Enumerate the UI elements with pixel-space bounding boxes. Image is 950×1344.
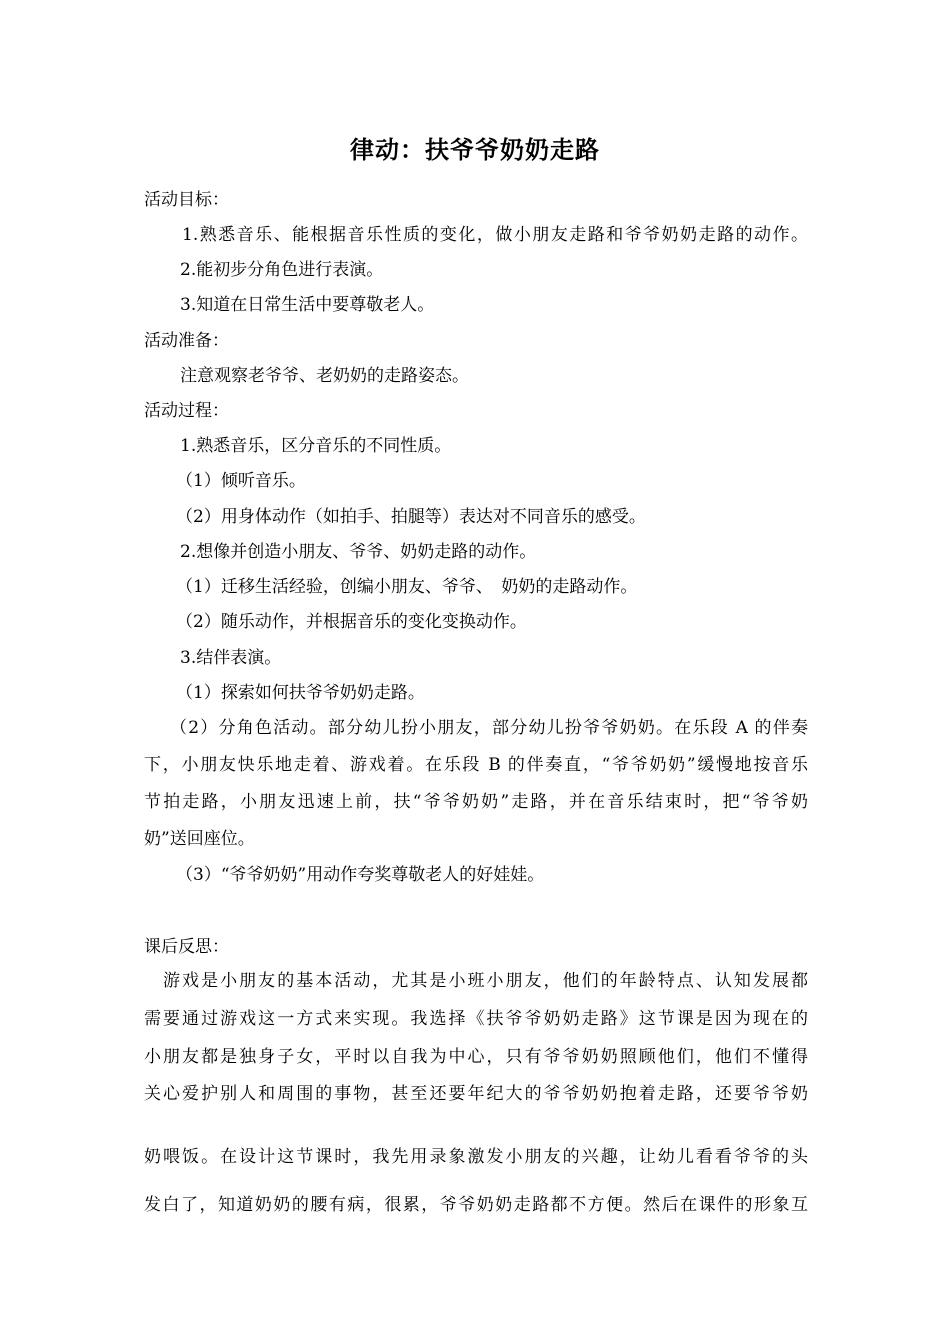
prep-text: 注意观察老爷爷、老奶奶的走路姿态。 (180, 366, 469, 386)
process-step: （1）探索如何扶爷爷奶奶走路。 (176, 683, 425, 703)
reflection-line: 奶喂饭。在设计这节课时，我先用录象激发小朋友的兴趣，让幼儿看看爷爷的头 (144, 1147, 808, 1167)
role-play-line: 奶”送回座位。 (144, 829, 255, 849)
process-step: （1）迁移生活经验，创编小朋友、爷爷、 奶奶的走路动作。 (176, 577, 638, 597)
role-play-line: 节拍走路，小朋友迅速上前，扶“爷爷奶奶”走路，并在音乐结束时，把“爷爷奶 (144, 792, 808, 812)
role-play-line: 下，小朋友快乐地走着、游戏着。在乐段 B 的伴奏直，“爷爷奶奶”缓慢地按音乐 (144, 755, 808, 775)
process-step: 3.结伴表演。 (180, 648, 282, 668)
reflection-line: 小朋友都是独身子女，平时以自我为中心，只有爷爷奶奶照顾他们，他们不懂得 (144, 1047, 808, 1067)
process-step: 1.熟悉音乐，区分音乐的不同性质。 (180, 436, 452, 456)
reflection-line: 需要通过游戏这一方式来实现。我选择《扶爷爷奶奶走路》这节课是因为现在的 (144, 1009, 808, 1029)
goal-item: 1.熟悉音乐、能根据音乐性质的变化，做小朋友走路和爷爷奶奶走路的动作。 (182, 225, 808, 245)
process-step: （2）随乐动作，并根据音乐的变化变换动作。 (176, 612, 527, 632)
document-title: 律动：扶爷爷奶奶走路 (350, 136, 600, 164)
goal-item: 3.知道在日常生活中要尊敬老人。 (180, 295, 435, 315)
prep-heading: 活动准备： (144, 331, 229, 351)
role-play-line: （2）分角色活动。部分幼儿扮小朋友，部分幼儿扮爷爷奶奶。在乐段 A 的伴奏 (170, 718, 808, 738)
reflection-line: 游戏是小朋友的基本活动，尤其是小班小朋友，他们的年龄特点、认知发展都 (144, 971, 808, 991)
process-step: （1）倾听音乐。 (176, 471, 306, 491)
reflection-heading: 课后反思： (144, 937, 229, 957)
process-step: （2）用身体动作（如拍手、拍腿等）表达对不同音乐的感受。 (176, 507, 646, 527)
reflection-line: 关心爱护别人和周围的事物，甚至还要年纪大的爷爷奶奶抱着走路，还要爷爷奶 (144, 1084, 808, 1104)
process-step: （3）“爷爷奶奶”用动作夸奖尊敬老人的好娃娃。 (176, 865, 545, 885)
process-step: 2.想像并创造小朋友、爷爷、奶奶走路的动作。 (180, 542, 537, 562)
process-heading: 活动过程： (144, 401, 229, 421)
reflection-line: 发白了，知道奶奶的腰有病，很累，爷爷奶奶走路都不方便。然后在课件的形象互 (144, 1195, 808, 1215)
goals-heading: 活动目标： (144, 190, 229, 210)
goal-item: 2.能初步分角色进行表演。 (180, 260, 384, 280)
